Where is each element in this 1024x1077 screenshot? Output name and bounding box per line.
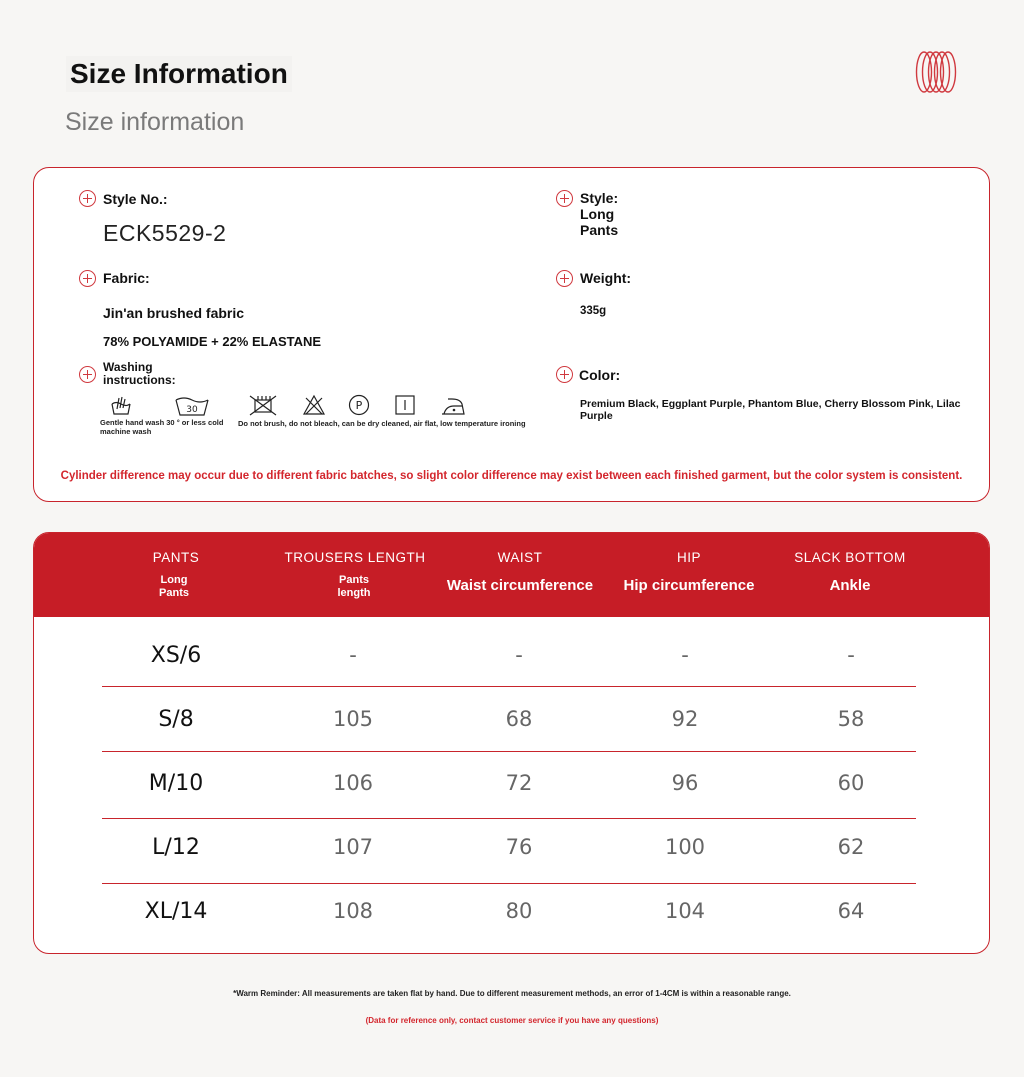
column-subheader-line2: Pants xyxy=(159,587,189,599)
value-cell: 106 xyxy=(332,771,374,795)
table-row xyxy=(34,835,990,899)
value-cell: 68 xyxy=(505,707,533,731)
table-row xyxy=(34,899,990,954)
iron-low-icon xyxy=(440,394,466,416)
row-divider xyxy=(102,883,916,884)
dry-clean-p-icon xyxy=(348,394,370,416)
value-cell: - xyxy=(349,643,357,667)
expand-plus-icon xyxy=(556,190,573,207)
column-header: SLACK BOTTOM xyxy=(794,550,906,565)
size-cell: L/12 xyxy=(152,835,200,860)
style-label: Style: xyxy=(580,190,619,206)
column-subheader-line1: Pants xyxy=(339,574,369,586)
value-cell: - xyxy=(847,643,855,667)
value-cell: 107 xyxy=(332,835,374,859)
wash-note-1-line1: Gentle hand wash 30 ° or less cold xyxy=(100,418,224,427)
washing-label-line1: Washing xyxy=(103,360,153,374)
reference-note: (Data for reference only, contact customer service if you have any questions) xyxy=(365,1016,659,1025)
value-cell: 80 xyxy=(505,899,533,923)
table-row xyxy=(34,771,990,835)
size-cell: XL/14 xyxy=(144,899,208,924)
fabric-label: Fabric: xyxy=(103,270,150,286)
column-subheader: Hip circumference xyxy=(623,577,755,594)
value-cell: 76 xyxy=(505,835,533,859)
brand-logo-icon xyxy=(915,50,957,94)
style-value-line2: Pants xyxy=(580,222,619,238)
column-subheader-line2: length xyxy=(337,587,371,599)
hand-wash-icon xyxy=(110,394,132,416)
expand-plus-icon xyxy=(79,366,96,383)
size-cell: M/10 xyxy=(148,771,204,796)
washing-label-line2: instructions: xyxy=(103,373,176,387)
style-no-value: ECK5529-2 xyxy=(103,220,227,246)
value-cell: 100 xyxy=(664,835,706,859)
column-header: PANTS xyxy=(152,550,200,565)
expand-plus-icon xyxy=(79,270,96,287)
color-value: Premium Black, Eggplant Purple, Phantom Blue, Cherry Blossom Pink, Lilac Purple xyxy=(580,398,961,422)
column-header: HIP xyxy=(676,550,701,565)
column-header: WAIST xyxy=(497,550,543,565)
value-cell: 60 xyxy=(837,771,865,795)
weight-value: 335g xyxy=(580,305,607,317)
value-cell: - xyxy=(681,643,689,667)
page-title: Size Information xyxy=(66,56,292,92)
size-table xyxy=(33,532,990,954)
care-icons-row xyxy=(110,394,490,420)
expand-plus-icon xyxy=(556,270,573,287)
dry-flat-icon xyxy=(394,394,416,416)
style-value-line1: Long xyxy=(580,206,615,222)
color-disclaimer: Cylinder difference may occur due to different fabric batches, so slight color difference may exist between each finished garment, but the color system is consistent. xyxy=(60,470,963,482)
wash-note-1-line2: machine wash xyxy=(100,427,152,436)
column-header: TROUSERS LENGTH xyxy=(284,550,426,565)
column-subheader: Ankle xyxy=(829,577,871,594)
no-bleach-icon xyxy=(302,394,326,416)
wash-30-icon xyxy=(174,394,210,416)
page-subtitle: Size information xyxy=(65,108,245,136)
product-info-card xyxy=(33,167,990,502)
weight-label: Weight: xyxy=(580,270,632,286)
table-row xyxy=(34,707,990,771)
row-divider xyxy=(102,818,916,819)
table-header xyxy=(34,533,990,617)
expand-plus-icon xyxy=(556,366,573,383)
fabric-value: Jin'an brushed fabric xyxy=(103,305,245,321)
table-row xyxy=(34,643,990,707)
row-divider xyxy=(102,686,916,687)
column-subheader-line1: Long xyxy=(160,574,188,586)
column-subheader: Waist circumference xyxy=(446,577,594,594)
value-cell: 64 xyxy=(837,899,865,923)
value-cell: 108 xyxy=(332,899,374,923)
value-cell: 92 xyxy=(671,707,699,731)
expand-plus-icon xyxy=(79,190,96,207)
size-cell: XS/6 xyxy=(150,643,202,668)
column-subheader xyxy=(74,574,274,600)
dry-clean-letter: P xyxy=(355,399,363,412)
value-cell: 105 xyxy=(332,707,374,731)
row-divider xyxy=(102,751,916,752)
value-cell: 96 xyxy=(671,771,699,795)
warm-reminder: *Warm Reminder: All measurements are taken flat by hand. Due to different measurement methods, an error of 1-4CM is within a reasonable range. xyxy=(233,989,791,998)
style-no-label: Style No.: xyxy=(103,191,168,207)
no-tumble-brush-icon xyxy=(248,394,278,416)
wash-temp-text: 30 xyxy=(186,405,198,415)
value-cell: 58 xyxy=(837,707,865,731)
fabric-composition: 78% POLYAMIDE + 22% ELASTANE xyxy=(103,334,322,349)
wash-note-2: Do not brush, do not bleach, can be dry cleaned, air flat, low temperature ironing xyxy=(238,419,526,428)
value-cell: 104 xyxy=(664,899,706,923)
value-cell: 72 xyxy=(505,771,533,795)
size-cell: S/8 xyxy=(158,707,194,732)
value-cell: 62 xyxy=(837,835,865,859)
color-label: Color: xyxy=(579,367,621,383)
value-cell: - xyxy=(515,643,523,667)
